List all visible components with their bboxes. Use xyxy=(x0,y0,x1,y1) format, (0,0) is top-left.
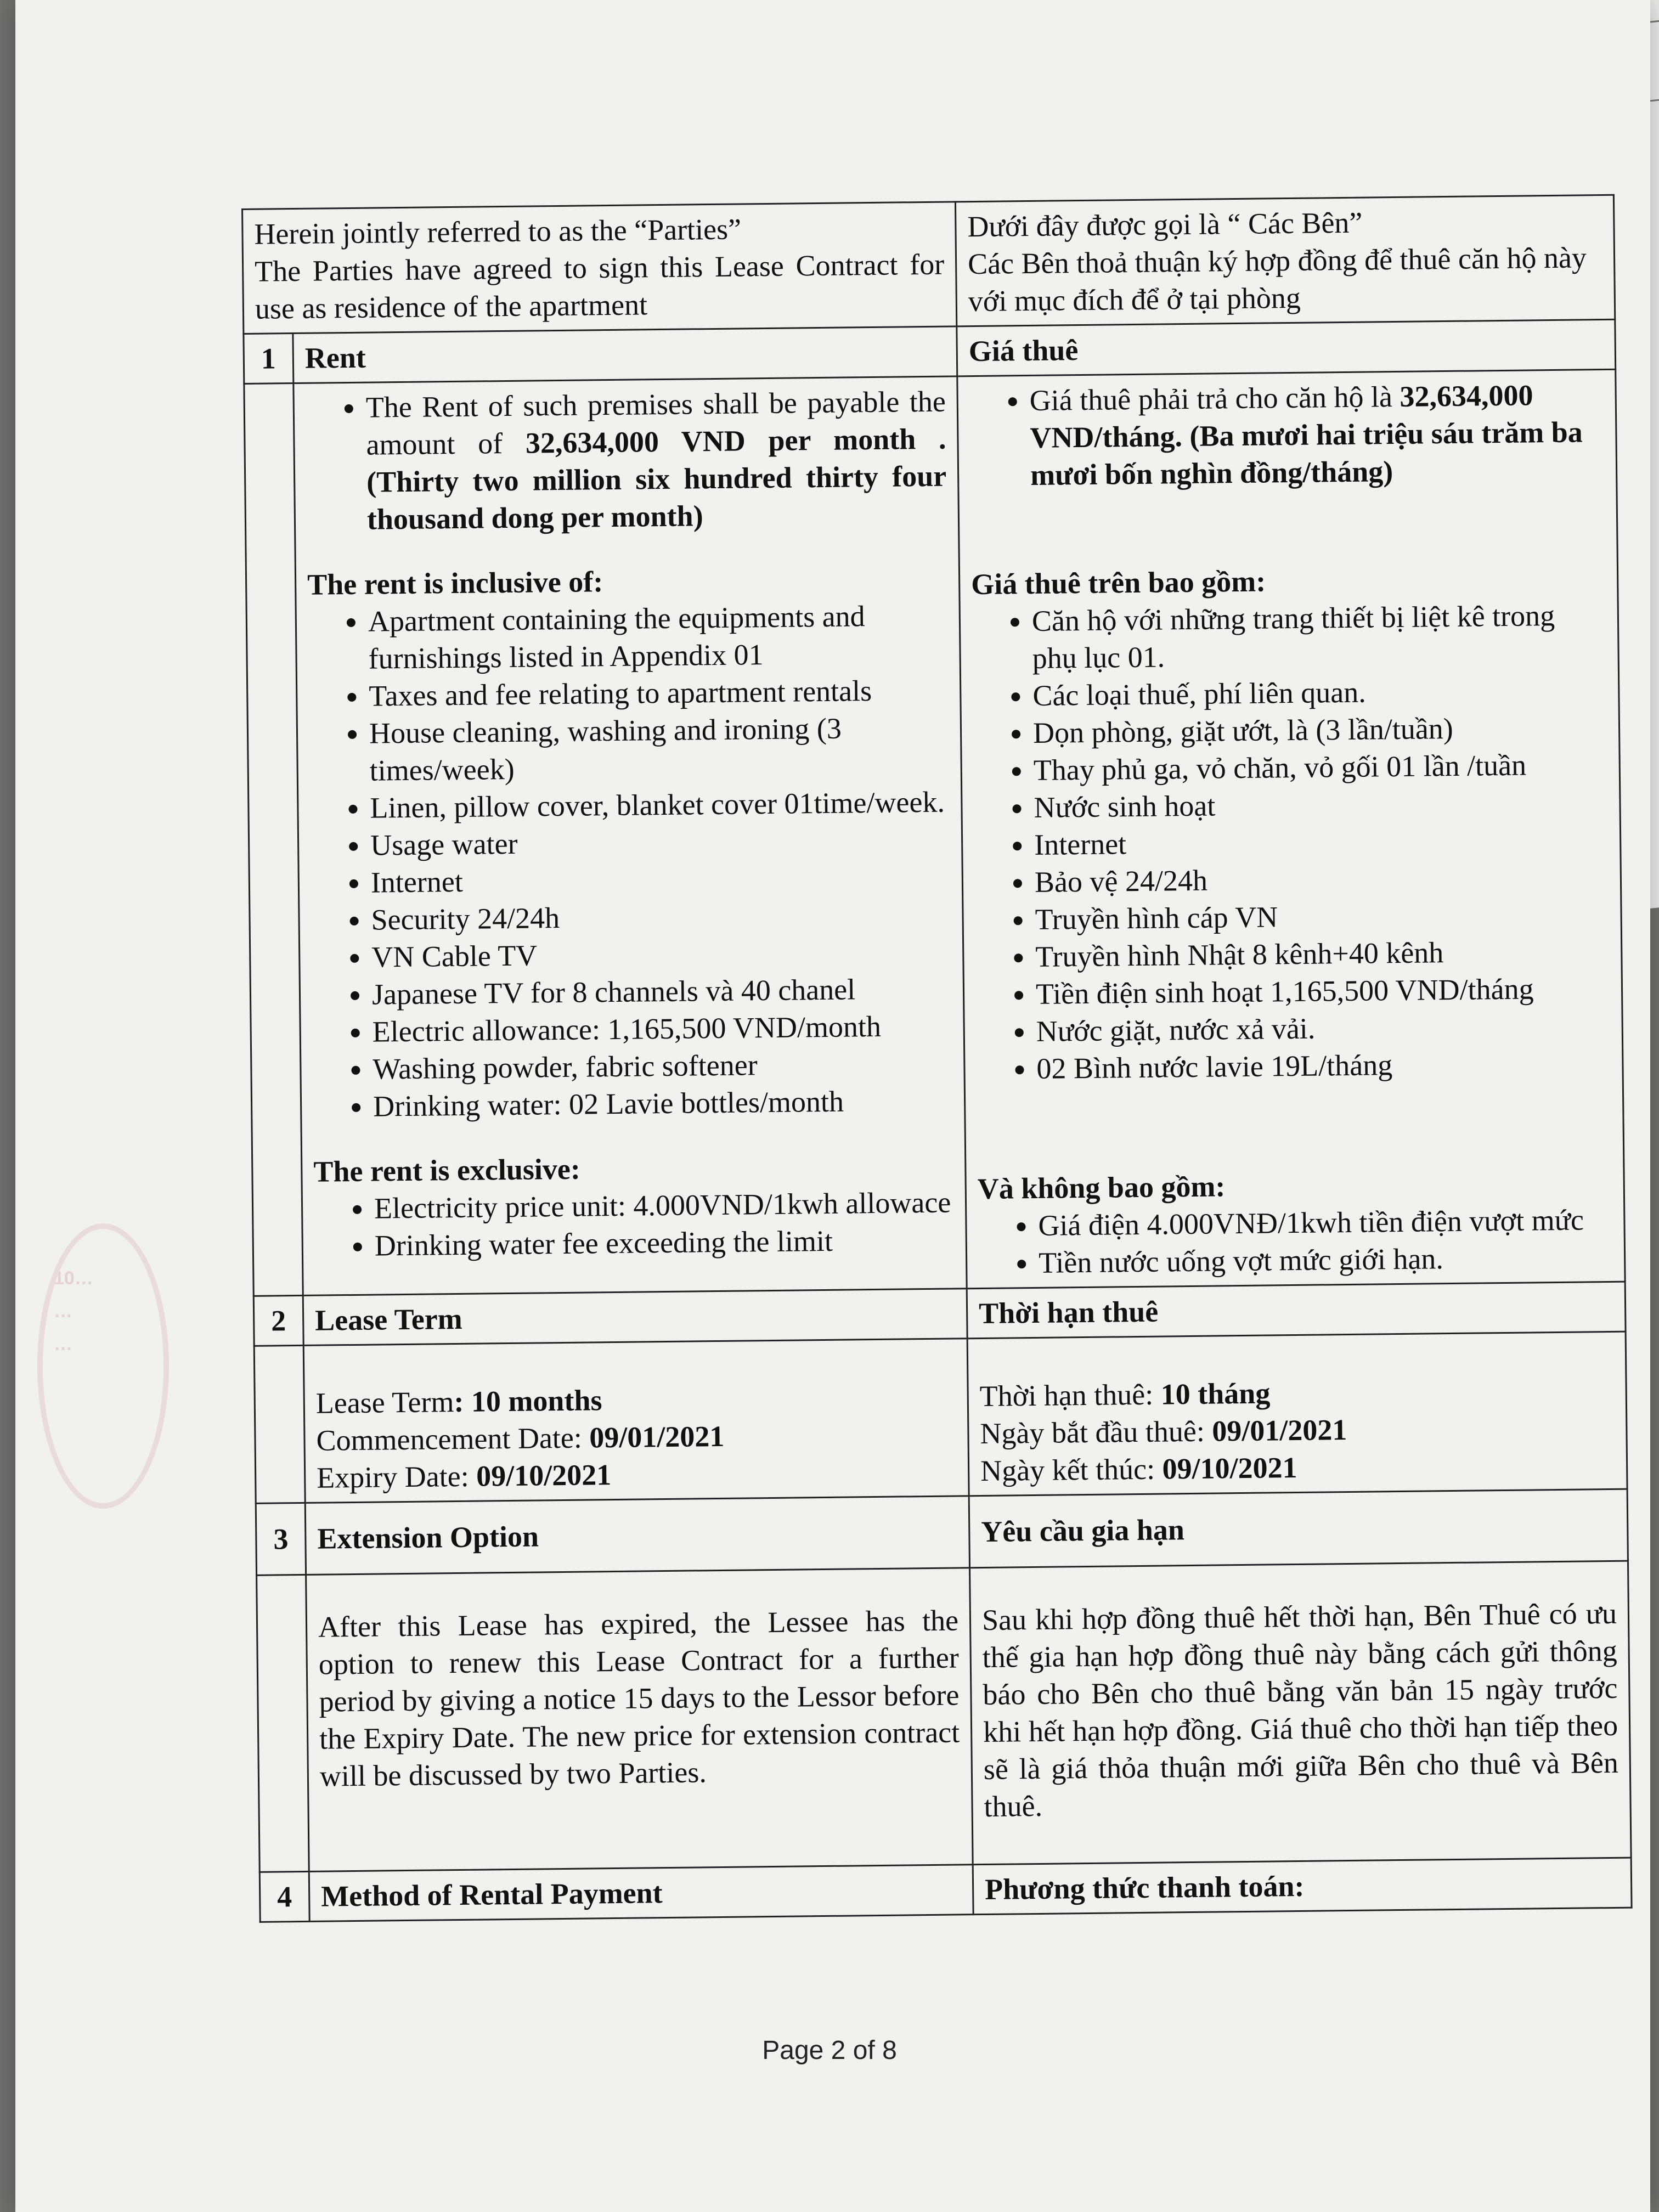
page-number: Page 2 of 8 xyxy=(762,2036,897,2065)
list-item: • Nước sinh hoạt xyxy=(1034,783,1609,826)
extension-vi: Sau khi hợp đồng thuê hết thời hạn, Bên Thuê có ưu thế gia hạn hợp đồng thuê này bằng cách gửi thông báo cho Bên cho thuê bằng văn bản 15 ngày trước khi hết hạn hợp đồng. Giá thuê cho thời hạn tiếp theo sẽ là giá thỏa thuận mới giữa Bên cho thuê và Bên thuê. xyxy=(970,1561,1632,1865)
intro-row xyxy=(242,195,1615,334)
list-item: • Tiền điện sinh hoạt 1,165,500 VND/tháng xyxy=(1036,969,1611,1013)
list-item: • Drinking water fee exceeding the limit xyxy=(374,1221,955,1264)
rent-amount-en: • The Rent of such premises shall be payable the amount of 32,634,000 VND per month . (Thirty two million six hundred thirty four thousand dong per month) xyxy=(365,383,947,538)
section-number: 1 xyxy=(244,334,294,384)
list-item: • Drinking water: 02 Lavie bottles/month xyxy=(373,1082,953,1125)
list-item: • House cleaning, washing and ironing (3 times/week) xyxy=(369,709,950,789)
list-item: • Linen, pillow cover, blanket cover 01time/week. xyxy=(370,783,950,827)
stamp-seal: 10… … … xyxy=(37,1223,169,1509)
section-number-spacer xyxy=(254,1345,305,1503)
list-item: • Nước giặt, nước xả vải. xyxy=(1036,1007,1611,1050)
exclusive-list-vi xyxy=(978,1201,1613,1282)
lease-term-vi xyxy=(967,1331,1627,1496)
list-item: • Bảo vệ 24/24h xyxy=(1035,857,1610,901)
section-title-vi: Giá thuê xyxy=(957,319,1616,376)
rent-amount-vi: • Giá thuê phải trả cho căn hộ là 32,634,000 VND/tháng. (Ba mươi hai triệu sáu trăm ba mươi bốn nghìn đồng/tháng) xyxy=(1029,376,1605,494)
lease-term-line: Thời hạn thuê: 10 tháng xyxy=(979,1376,1271,1413)
section-body-lease-term xyxy=(254,1331,1627,1503)
list-item: • Căn hộ với những trang thiết bị liệt kê trong phụ lục 01. xyxy=(1032,596,1607,677)
section-header-extension xyxy=(256,1489,1628,1575)
rent-amount-vi-list xyxy=(969,376,1605,494)
list-item: • Taxes and fee relating to apartment rentals xyxy=(369,672,949,715)
inclusive-list-en xyxy=(308,597,953,1126)
expiry-date-line: Ngày kết thúc: 09/10/2021 xyxy=(980,1451,1297,1488)
inclusive-label-vi: Giá thuê trên bao gồm: xyxy=(970,565,1266,601)
rent-vi xyxy=(957,369,1625,1288)
list-item: • Các loại thuế, phí liên quan. xyxy=(1032,671,1607,714)
section-number-spacer xyxy=(257,1575,309,1872)
section-number-spacer xyxy=(244,383,303,1296)
intro-vi xyxy=(955,195,1615,326)
list-item: • Usage water xyxy=(370,821,951,864)
exclusive-label-en: The rent is exclusive: xyxy=(313,1152,581,1188)
section-body-extension xyxy=(257,1561,1632,1872)
list-item: • Giá điện 4.000VNĐ/1kwh tiền điện vượt mức xyxy=(1038,1201,1613,1244)
list-item: • 02 Bình nước lavie 19L/tháng xyxy=(1036,1044,1611,1087)
extension-en: After this Lease has expired, the Lessee has the option to renew this Lease Contract for a further period by giving a notice 15 days to the Lessor before the Expiry Date. The new price for extension contract will be discussed by two Parties. xyxy=(306,1568,973,1872)
list-item: • Apartment containing the equipments and furnishings listed in Appendix 01 xyxy=(368,597,949,678)
intro-en xyxy=(242,202,957,334)
intro-vi-line-1: Dưới đây được gọi là “ Các Bên” xyxy=(967,206,1363,244)
list-item: • Truyền hình cáp VN xyxy=(1035,895,1610,938)
rent-amount-en-list xyxy=(305,383,947,539)
list-item: • Internet xyxy=(1034,820,1609,864)
list-item: • Japanese TV for 8 channels và 40 chanel xyxy=(372,970,952,1013)
section-number: 3 xyxy=(256,1503,306,1575)
section-title-vi: Yêu cầu gia hạn xyxy=(969,1489,1628,1568)
list-item: • Electric allowance: 1,165,500 VND/month xyxy=(372,1007,952,1051)
list-item: • VN Cable TV xyxy=(371,933,952,976)
lease-term-line: Lease Term: 10 months xyxy=(315,1384,602,1420)
section-title-en: Method of Rental Payment xyxy=(309,1865,973,1922)
intro-vi-line-2: Các Bên thoả thuận ký hợp đồng để thuê căn hộ này với mục đích để ở tại phòng xyxy=(967,241,1587,318)
section-title-vi: Phương thức thanh toán: xyxy=(973,1858,1632,1915)
section-title-en: Rent xyxy=(293,326,957,383)
list-item: • Dọn phòng, giặt ướt, là (3 lần/tuần) xyxy=(1033,708,1608,752)
commencement-date-line: Commencement Date: 09/01/2021 xyxy=(316,1419,725,1457)
list-item: • Washing powder, fabric softener xyxy=(373,1045,953,1088)
section-number: 2 xyxy=(253,1295,303,1346)
lease-contract-table xyxy=(241,194,1633,1923)
rent-en xyxy=(294,376,967,1296)
lease-term-en xyxy=(303,1339,969,1503)
list-item: • Truyền hình Nhật 8 kênh+40 kênh xyxy=(1035,932,1610,975)
exclusive-list-en xyxy=(314,1183,955,1265)
section-title-en: Extension Option xyxy=(305,1496,969,1575)
list-item: • Security 24/24h xyxy=(371,895,951,939)
list-item: • Tiền nước uống vợt mức giới hạn. xyxy=(1039,1238,1613,1282)
section-body-rent xyxy=(244,369,1625,1296)
list-item: • Electricity price unit: 4.000VND/1kwh allowace xyxy=(374,1183,955,1227)
list-item: • Internet xyxy=(371,858,951,901)
section-number: 4 xyxy=(259,1871,309,1922)
list-item: • Thay phủ ga, vỏ chăn, vỏ gối 01 lần /tuần xyxy=(1033,746,1608,789)
intro-en-line-1: Herein jointly referred to as the “Parties” xyxy=(254,212,742,251)
commencement-date-line: Ngày bắt đầu thuê: 09/01/2021 xyxy=(980,1413,1347,1451)
exclusive-label-vi: Và không bao gồm: xyxy=(977,1170,1226,1206)
section-title-vi: Thời hạn thuê xyxy=(967,1282,1626,1339)
inclusive-label-en: The rent is inclusive of: xyxy=(307,565,603,601)
inclusive-list-vi xyxy=(972,596,1611,1088)
intro-en-line-2: The Parties have agreed to sign this Lease Contract for use as residence of the apartment xyxy=(254,247,945,325)
section-title-en: Lease Term xyxy=(303,1289,967,1346)
expiry-date-line: Expiry Date: 09/10/2021 xyxy=(316,1458,612,1494)
